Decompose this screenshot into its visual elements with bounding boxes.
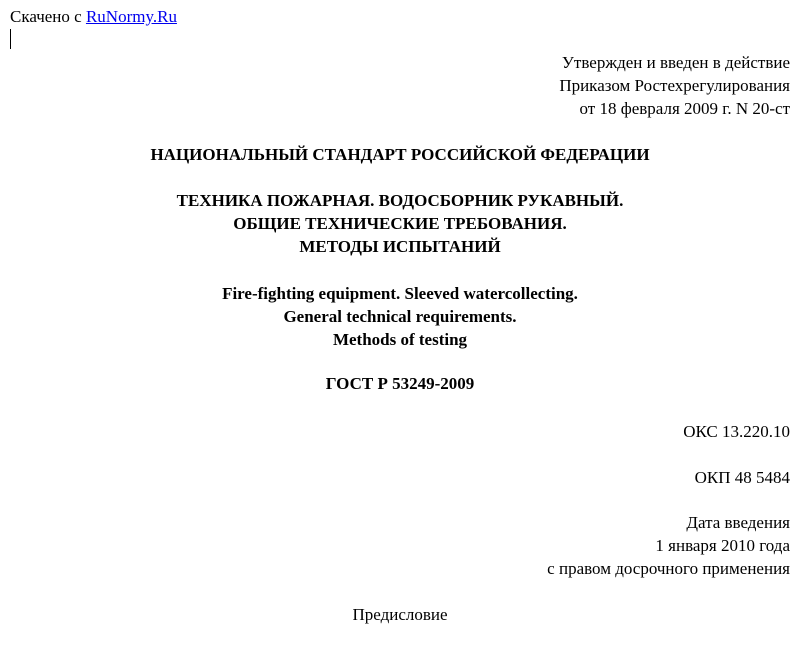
national-standard-title: НАЦИОНАЛЬНЫЙ СТАНДАРТ РОССИЙСКОЙ ФЕДЕРАЦИИ: [150, 145, 650, 164]
approval-line: Приказом Ростехрегулирования: [559, 76, 790, 95]
title-ru-line: МЕТОДЫ ИСПЫТАНИЙ: [299, 237, 501, 256]
introduction-line: 1 января 2010 года: [655, 536, 790, 555]
introduction-date-block: [547, 511, 790, 580]
oks-code: ОКС 13.220.10: [683, 422, 790, 441]
title-en-line: Fire-fighting equipment. Sleeved watercollecting.: [222, 284, 578, 303]
downloaded-prefix: Скачено с: [10, 7, 86, 26]
preface-heading: Предисловие: [352, 605, 448, 624]
text-cursor: [10, 29, 11, 49]
approval-block: [559, 51, 790, 120]
gost-number: ГОСТ Р 53249-2009: [325, 374, 475, 393]
introduction-line: с правом досрочного применения: [547, 559, 790, 578]
title-ru-line: ОБЩИЕ ТЕХНИЧЕСКИЕ ТРЕБОВАНИЯ.: [233, 214, 567, 233]
title-english: [0, 282, 796, 351]
approval-line: от 18 февраля 2009 г. N 20-ст: [579, 99, 790, 118]
site-link[interactable]: RuNormy.Ru: [85, 7, 177, 26]
approval-line: Утвержден и введен в действие: [561, 53, 790, 72]
source-line: [10, 5, 177, 28]
title-en-line: General technical requirements.: [283, 307, 517, 326]
title-ru-line: ТЕХНИКА ПОЖАРНАЯ. ВОДОСБОРНИК РУКАВНЫЙ.: [176, 191, 624, 210]
introduction-line: Дата введения: [686, 513, 790, 532]
title-russian: [0, 189, 796, 258]
title-en-line: Methods of testing: [332, 330, 468, 349]
okp-code: ОКП 48 5484: [694, 468, 790, 487]
